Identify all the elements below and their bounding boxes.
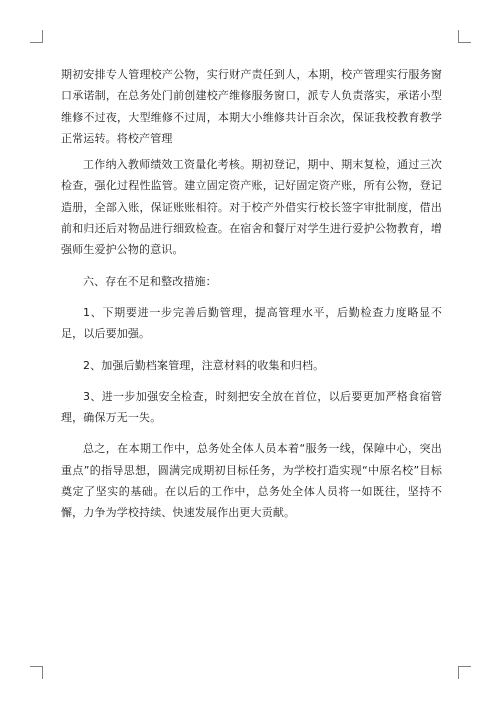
paragraph-conclusion: 总之，在本期工作中，总务处全体人员本着“服务一线，保障中心，突出重点”的指导思想，圆满完成期初目标任务，为学校打造实现“中原名校”目标奠定了坚实的基础。在以后的工作中，总务处全体人员将一如既往，坚持不懈，力争为学校持续、快速发展作出更大贡献。 xyxy=(61,442,442,520)
list-item-2: 2、加强后勤档案管理，注意材料的收集和归档。 xyxy=(83,358,325,372)
list-item-1: 1、下期要进一步完善后勤管理，提高管理水平，后勤检查力度略显不足，以后要加强。 xyxy=(61,305,442,341)
crop-mark-bottom-left xyxy=(30,666,43,679)
crop-mark-bottom-right xyxy=(458,666,471,679)
list-item-3: 3、进一步加强安全检查，时刻把安全放在首位，以后要更加严格食宿管理，确保万无一失。 xyxy=(61,389,442,425)
crop-mark-top-left xyxy=(30,30,43,43)
section-heading-shortcomings: 六、存在不足和整改措施： xyxy=(83,274,217,288)
paragraph-asset-management: 期初安排专人管理校产公物，实行财产责任到人，本期，校产管理实行服务窗口承诺制，在总务处门前创建校产维修服务窗口，派专人负责落实，承诺小型维修不过夜，大型维修不过周，本期大小维修共计百余次，保证我校教育教学正常运转。将校产管理 xyxy=(61,68,442,145)
document-body xyxy=(61,64,442,534)
paragraph-asset-assessment: 工作纳入教师绩效工资量化考核。期初登记，期中、期末复检，通过三次检查，强化过程性监管。建立固定资产账，记好固定资产账，所有公物，登记造册，全部入账，保证账账相符。对于校产外借实行校长签字审批制度，借出前和归还后对物品进行细致检查。在宿舍和餐厅对学生进行爱护公物教育，增强师生爱护公物的意识。 xyxy=(61,158,442,257)
crop-mark-top-right xyxy=(458,30,471,43)
